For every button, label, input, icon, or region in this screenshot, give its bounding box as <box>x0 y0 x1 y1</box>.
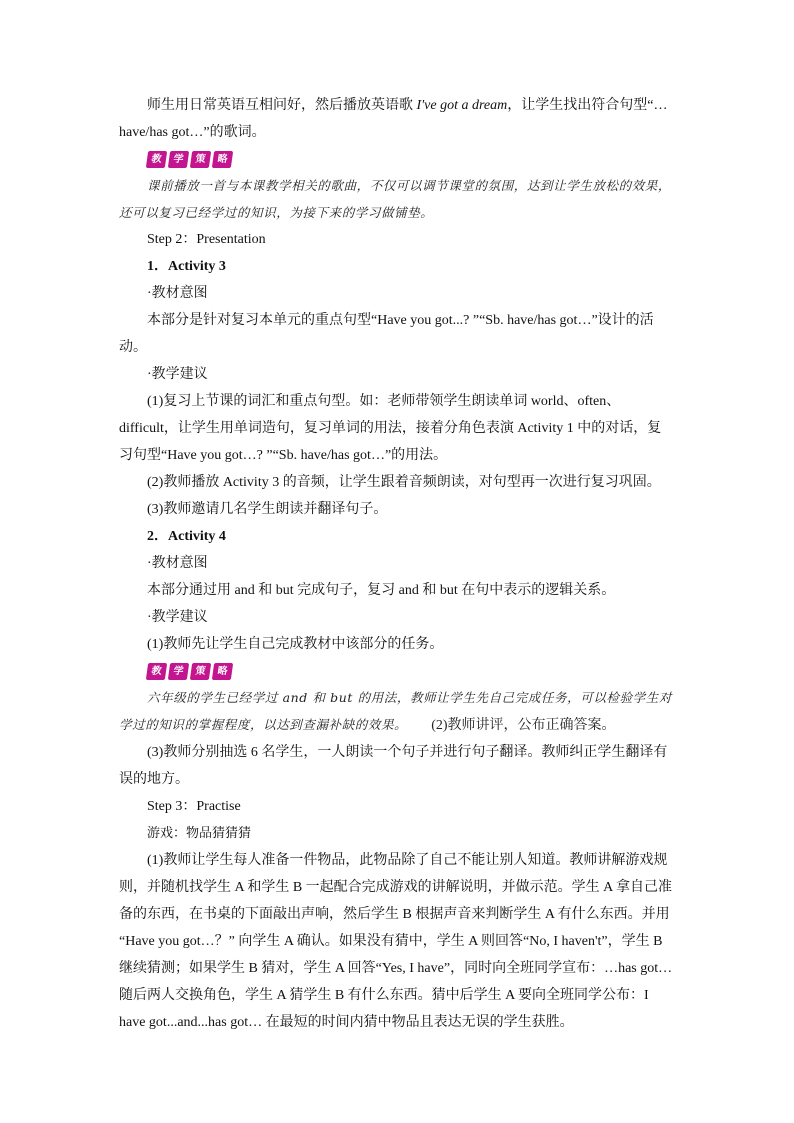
teaching-strategy-badge <box>147 658 675 684</box>
activity4-title: 2．Activity 4 <box>147 529 226 544</box>
badge-char: 略 <box>212 663 233 680</box>
step3-heading: Step 3：Practise <box>147 799 241 814</box>
activity3-intent-label: ·教材意图 <box>147 286 208 301</box>
activity3-title: 1．Activity 3 <box>147 259 226 274</box>
activity4-intent-label: ·教材意图 <box>147 556 208 571</box>
game-title: 游戏：物品猜猜猜 <box>147 826 252 841</box>
activity4-suggestion-3: (3)教师分别抽选 6 名学生，一人朗读一个句子并进行句子翻译。教师纠正学生翻译有误的地方。 <box>119 745 668 787</box>
teaching-strategy-badge <box>147 146 675 172</box>
activity3-suggestion-3: (3)教师邀请几名学生朗读并翻译句子。 <box>147 502 388 517</box>
badge-char: 学 <box>168 151 189 168</box>
activity4-suggest-label: ·教学建议 <box>147 610 208 625</box>
game-description: (1)教师让学生每人准备一件物品，此物品除了自己不能让别人知道。教师讲解游戏规则，并随机找学生 A 和学生 B 一起配合完成游戏的讲解说明，并做示范。学生 A 拿自己准备的东西，在书桌的下面敲出声响，然后学生 B 根据声音来判断学生 A 有什么东西。并用 “Have you got…？” 向学生 A 确认。如果没有猜中，学生 A 则回答“No, I haven't”，学生 B 继续猜测；如果学生 B 猜对，学生 A 回答“Yes, I have”，同时向全班同学宣布：…has got… 随后两人交换角色，学生 A 猜学生 B 有什么东西。猜中后学生 A 要向全班同学公布：I have got...and...has got… 在最短的时间内猜中物品且表达无误的学生获胜。 <box>119 853 673 1030</box>
badge-char: 教 <box>146 663 167 680</box>
intro-suffix: ，让学生找出符合句型“…have/has got…”的歌词。 <box>119 98 668 140</box>
document-page <box>119 92 675 1036</box>
badge-char: 教 <box>146 151 167 168</box>
intro-prefix: 师生用日常英语互相问好，然后播放英语歌 <box>147 98 417 113</box>
activity4-suggestion-1: (1)教师先让学生自己完成教材中该部分的任务。 <box>147 637 444 652</box>
activity3-suggestion-1: (1)复习上节课的词汇和重点句型。如：老师带领学生朗读单词 world、often、difficult，让学生用单词造句，复习单词的用法，接着分角色表演 Activity 1 中的对话，复习句型“Have you got…? ”“Sb. have/has got…”的用法。 <box>119 394 662 463</box>
activity3-suggest-label: ·教学建议 <box>147 367 208 382</box>
badge-char: 学 <box>168 663 189 680</box>
strategy-text-2 <box>119 684 675 739</box>
intro-paragraph <box>119 92 675 146</box>
badge-char: 略 <box>212 151 233 168</box>
badge-char: 策 <box>190 663 211 680</box>
activity3-intent: 本部分是针对复习本单元的重点句型“Have you got...? ”“Sb. have/has got…”设计的活动。 <box>119 313 654 355</box>
step2-heading: Step 2：Presentation <box>147 232 266 247</box>
activity4-suggestion-2: (2)教师讲评，公布正确答案。 <box>431 718 616 733</box>
activity3-suggestion-2: (2)教师播放 Activity 3 的音频，让学生跟着音频朗读，对句型再一次进行复习巩固。 <box>147 475 661 490</box>
badge-char: 策 <box>190 151 211 168</box>
strategy-text-1: 课前播放一首与本课教学相关的歌曲，不仅可以调节课堂的氛围，达到让学生放松的效果，还可以复习已经学过的知识，为接下来的学习做铺垫。 <box>119 178 672 220</box>
activity4-intent: 本部分通过用 and 和 but 完成句子，复习 and 和 but 在句中表示的逻辑关系。 <box>147 583 616 598</box>
strategy-text-2-body: 六年级的学生已经学过 and 和 but 的用法，教师让学生先自己完成任务，可以检验学生对学过的知识的掌握程度，以达到查漏补缺的效果。 <box>119 690 672 732</box>
song-title: I've got a dream <box>416 98 508 113</box>
